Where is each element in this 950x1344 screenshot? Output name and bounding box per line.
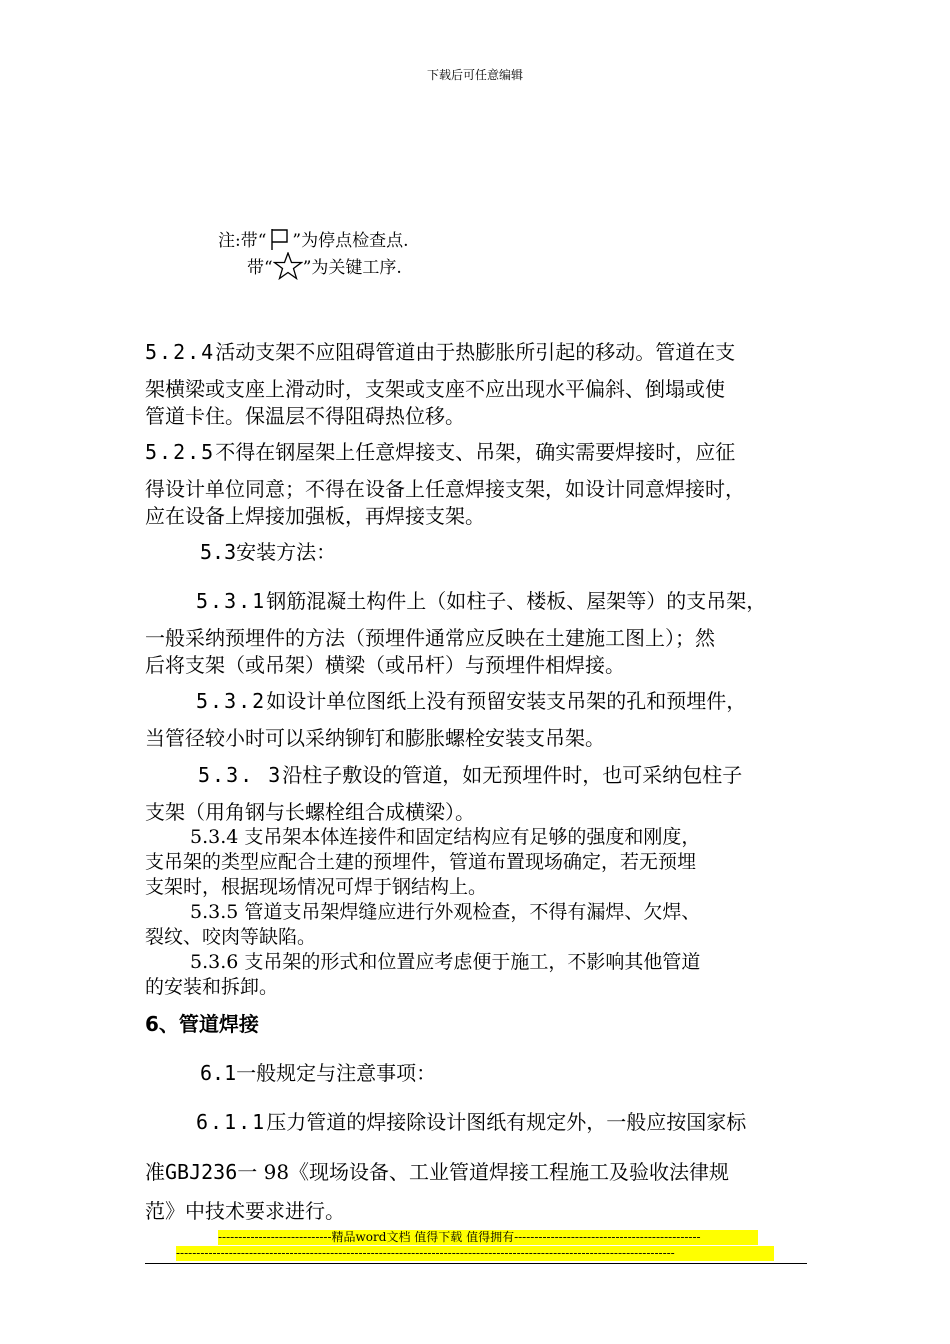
section-6-1-number: 6.1: [200, 1061, 237, 1085]
legend-line-2: [247, 252, 402, 285]
star-icon: [273, 252, 303, 285]
para-5-2-4-number: 5.2.4: [145, 340, 216, 364]
para-5-2-5-line-3: 应在设备上焊接加强板，再焊接支架。: [145, 504, 485, 528]
section-6-1-title: 一般规定与注意事项：: [236, 1061, 437, 1085]
para-5-2-4-text-1: 活动支架不应阻碍管道由于热膨胀所引起的移动。管道在支: [215, 340, 736, 364]
section-5-3-heading: [200, 536, 865, 565]
para-5-3-1-number: 5.3.1: [196, 589, 267, 613]
para-5-3-2-line-1: [196, 685, 861, 714]
para-5-3-6-line-1: 5.3.6 支吊架的形式和位置应考虑便于施工，不影响其他管道: [190, 951, 701, 973]
para-5-3-4-line-2: 支吊架的类型应配合土建的预埋件，管道布置现场确定，若无预埋: [145, 851, 697, 873]
legend-prefix-1: 注:带“: [218, 231, 267, 251]
para-5-3-3-number: 5.3. 3: [198, 763, 283, 787]
para-5-2-5-text-1: 不得在钢屋架上任意焊接支、吊架，确实需要焊接时，应征: [215, 440, 736, 464]
legend-prefix-2: 带“: [247, 258, 273, 278]
section-5-3-number: 5.3: [200, 540, 237, 564]
legend-suffix-2: ”为关键工序.: [302, 258, 402, 278]
para-5-3-2-line-2: 当管径较小时可以采纳铆钉和膨胀螺栓安装支吊架。: [145, 726, 605, 750]
para-6-1-1-line-2: [145, 1156, 810, 1185]
para-5-2-5-line-2: 得设计单位同意；不得在设备上任意焊接支架，如设计同意焊接时，: [145, 477, 745, 501]
para-5-3-1-text-1: 钢筋混凝土构件上（如柱子、楼板、屋架等）的支吊架，: [266, 589, 767, 613]
para-5-3-2-text-1: 如设计单位图纸上没有预留安装支吊架的孔和预埋件，: [266, 689, 747, 713]
section-6-1-heading: [200, 1057, 865, 1086]
para-5-3-4-line-1: 5.3.4 支吊架本体连接件和固定结构应有足够的强度和刚度，: [190, 826, 701, 848]
para-5-3-2-number: 5.3.2: [196, 689, 267, 713]
para-5-2-4-line-1: [145, 336, 810, 365]
page-header: 下载后可任意编辑: [426, 68, 523, 82]
para-6-1-1-number: 6.1.1: [196, 1110, 267, 1134]
para-5-3-3-text-1: 沿柱子敷设的管道，如无预埋件时，也可采纳包柱子: [282, 763, 743, 787]
section-5-3-title: 安装方法：: [236, 540, 337, 564]
para-5-3-5-line-2: 裂纹、咬肉等缺陷。: [145, 926, 317, 948]
legend-suffix-1: ”为停点检查点.: [292, 231, 409, 251]
standard-code: GBJ236: [165, 1160, 238, 1184]
para-5-2-4-line-2: 架横梁或支座上滑动时，支架或支座不应出现水平偏斜、倒塌或使: [145, 377, 725, 401]
para-6-1-1-text-1: 压力管道的焊接除设计图纸有规定外，一般应按国家标: [266, 1110, 747, 1134]
footer-line-2: ---------------------------------------------------------------------------------------------------------------------------: [176, 1246, 774, 1261]
para-5-2-4-line-3: 管道卡住。保温层不得阻碍热位移。: [145, 404, 465, 428]
para-5-2-5-line-1: [145, 436, 810, 465]
para-6-1-1-line-1: [196, 1106, 861, 1135]
para-6-1-1-text-2a: 准: [145, 1160, 165, 1184]
para-5-2-5-number: 5.2.5: [145, 440, 216, 464]
para-5-3-3-line-2: 支架（用角钢与长螺栓组合成横梁）。: [145, 800, 475, 824]
para-5-3-6-line-2: 的安装和拆卸。: [145, 976, 279, 998]
para-5-3-5-line-1: 5.3.5 管道支吊架焊缝应进行外观检查，不得有漏焊、欠焊、: [190, 901, 701, 923]
section-6-heading: 6、管道焊接: [145, 1012, 259, 1036]
para-5-3-1-line-3: 后将支架（或吊架）横梁（或吊杆）与预埋件相焊接。: [145, 653, 625, 677]
para-5-3-3-line-1: [198, 759, 863, 788]
footer-line-1: ----------------------------精品word文档 值得下载 值得拥有----------------------------------------------: [218, 1230, 758, 1245]
para-5-3-4-line-3: 支架时，根据现场情况可焊于钢结构上。: [145, 876, 488, 898]
para-6-1-1-line-3: 范》中技术要求进行。: [145, 1199, 345, 1223]
footer-divider: [145, 1263, 807, 1264]
para-5-3-1-line-2: 一般采纳预埋件的方法（预埋件通常应反映在土建施工图上）；然: [145, 626, 715, 650]
para-6-1-1-text-2b: 一 98《现场设备、工业管道焊接工程施工及验收法律规: [237, 1160, 730, 1184]
para-5-3-1-line-1: [196, 585, 861, 614]
